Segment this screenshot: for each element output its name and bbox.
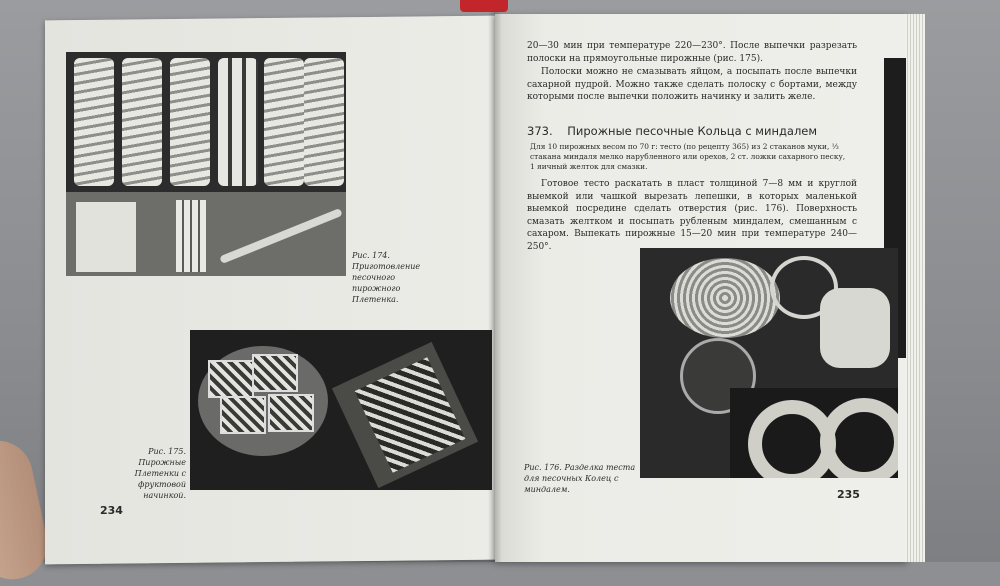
page-number-left: 234	[100, 504, 123, 517]
intro-paragraph: 20—30 мин при температуре 220—230°. После выпечки разрезать полоски на прямоугольные пирожные (рис. 175).	[527, 41, 857, 64]
ingredients: Для 10 пирожных весом по 70 г: тесто (по рецепту 365) из 2 стаканов муки, ⅓ стакана миндаля мелко нарубленного или орехов, 2 ст. ложки сахарного песку, 1 яичный желток для смазки.	[530, 142, 846, 171]
recipe-title: Пирожные песочные Кольца с миндалем	[567, 124, 818, 138]
figure-176-caption: Рис. 176. Разделка теста для песочных Колец с миндалем.	[524, 463, 636, 494]
intro-paragraph-2: Полоски можно не смазывать яйцом, а посыпать после выпечки сахарной пудрой. Можно также сделать полоску с бортами, между которыми после выпечки положить начинку и залить желе.	[527, 67, 857, 102]
figure-174-photo	[66, 52, 346, 276]
recipe-number: 373.	[527, 124, 553, 138]
page-number-right: 235	[837, 488, 860, 501]
figure-175-photo	[190, 330, 492, 490]
figure-175-caption: Рис. 175. Пирожные Плетенки с фруктовой начинкой.	[134, 447, 186, 500]
method: Готовое тесто раскатать в пласт толщиной 7—8 мм и круглой выемкой или чашкой вырезать лепешки, в которых маленькой выемкой посредине сделать отверстия (рис. 176). Поверхность смазать желтком и посыпать рубленым миндалем, смешанным с сахаром. Выпекать пирожные 15—20 мин при температуре 240—250°.	[527, 179, 857, 252]
page-edges	[905, 14, 925, 562]
ribbon-bookmark	[460, 0, 508, 12]
figure-176-photo	[640, 248, 898, 478]
figure-174-caption: Рис. 174. Приготовление песочного пирожного Плетенка.	[352, 251, 421, 304]
recipe-heading	[527, 124, 857, 138]
